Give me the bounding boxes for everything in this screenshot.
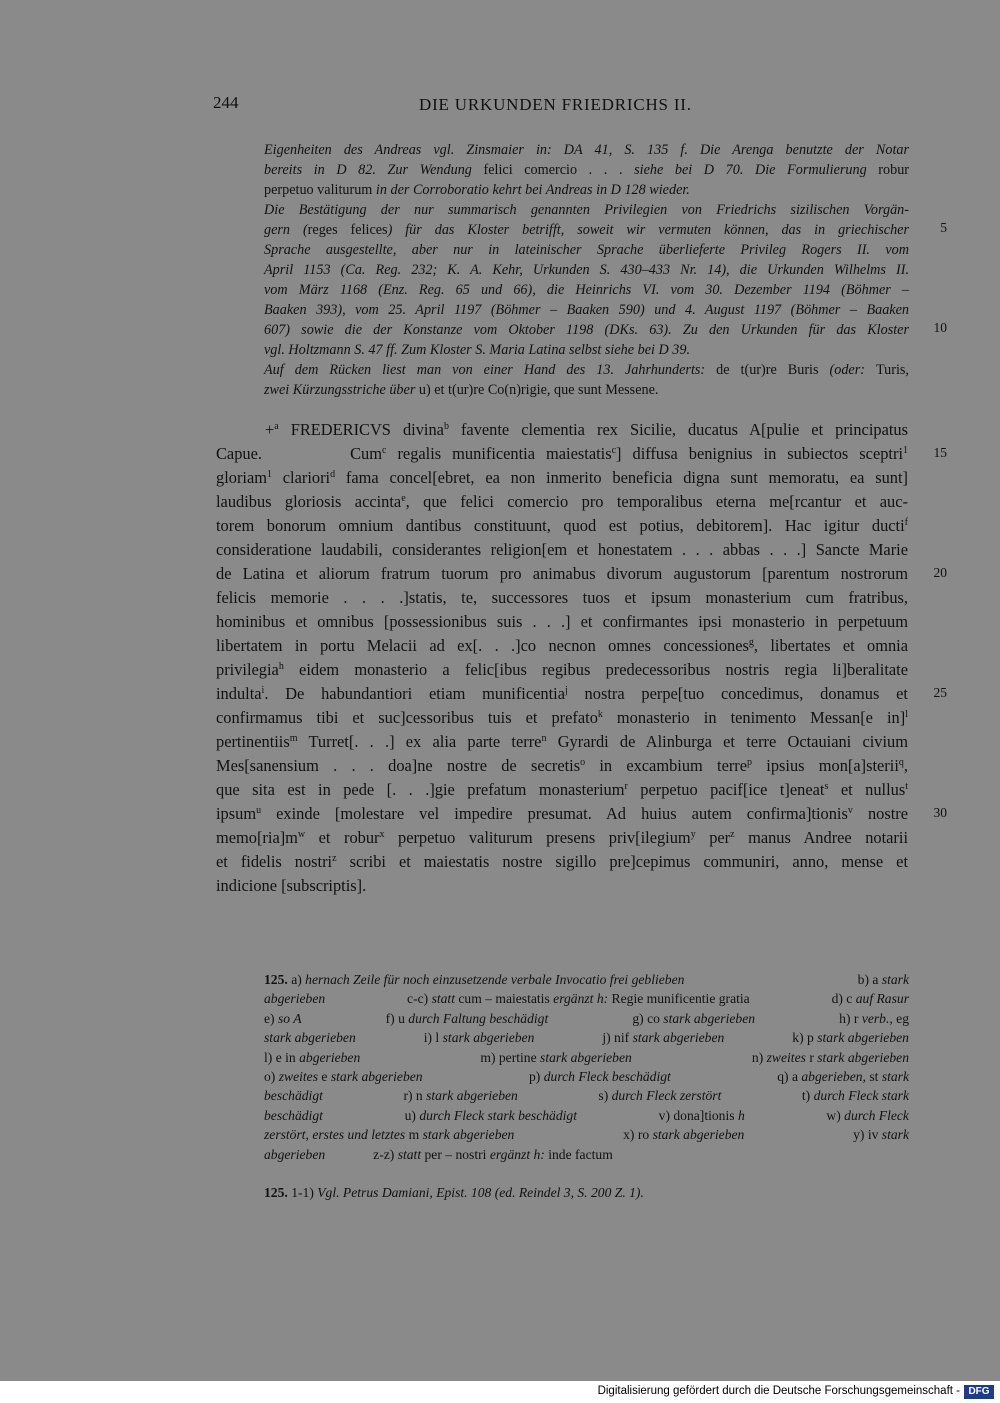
apparatus-text: h: [737, 1107, 745, 1123]
apparatus-text: durch Fleck zerstört: [611, 1088, 722, 1104]
apparatus-entry: [792, 1028, 909, 1047]
footnote-marker: j: [564, 685, 568, 696]
commentary-text: in der Corroboratio kehrt bei Andreas in D 128 wieder.: [372, 182, 690, 198]
commentary-text: (oder:: [818, 362, 876, 378]
charter-text: pertinentiis: [216, 732, 290, 751]
commentary-text: siehe bei D 70. Die Formulierung: [622, 162, 879, 178]
charter-text: consideratione laudabili, considerantes religion[em et honestatem . . . abbas . . .] Sancte Marie: [216, 540, 908, 559]
commentary-text: zwei Kürzungsstriche über: [264, 382, 419, 398]
charter-text: indicione [subscriptis].: [216, 876, 367, 895]
apparatus-text: stark: [881, 972, 909, 987]
footnote-marker: h: [278, 661, 284, 672]
footnote-marker: v: [847, 805, 853, 816]
apparatus-entry: [405, 1106, 577, 1125]
charter-text: gloriam: [216, 468, 267, 487]
charter-text: per: [695, 828, 731, 847]
apparatus-text: l) e in: [264, 1049, 300, 1065]
line-number: 15: [933, 445, 947, 460]
apparatus-text: verb.,: [861, 1010, 893, 1026]
footnote-marker: a: [274, 421, 279, 432]
apparatus-text: abgerieben: [264, 991, 326, 1007]
apparatus-text: Regie munificentie gratia: [608, 991, 750, 1007]
charter-text: Gyrardi de Alinburga et terre Octauiani civium: [546, 732, 908, 751]
apparatus-text: ergänzt h:: [553, 991, 609, 1007]
apparatus-text: n): [751, 1049, 767, 1065]
apparatus-entry: [386, 1009, 549, 1028]
footnote-marker: w: [297, 829, 306, 840]
apparatus-text: stark abgerieben: [426, 1088, 518, 1104]
apparatus-text: durch Fleck stark beschädigt: [419, 1107, 577, 1123]
charter-text: ipsius mon[a]sterii: [752, 756, 899, 775]
apparatus-entry: [264, 970, 684, 989]
apparatus-entry: [264, 1145, 325, 1164]
commentary-text: bereits in D 82. Zur Wendung: [264, 162, 484, 178]
apparatus-text: s): [598, 1088, 612, 1104]
charter-line: [216, 634, 908, 658]
charter-text: clariori: [271, 468, 331, 487]
charter-text: +: [265, 420, 275, 439]
footnote-marker: i: [261, 685, 265, 696]
charter-text: , que felici comercio pro temporalibus eterna me[rcantur et auc-: [405, 492, 908, 511]
apparatus-entry: [264, 989, 325, 1008]
footnote-marker: u: [256, 805, 262, 816]
apparatus-entry: [659, 1106, 745, 1125]
footnote-marker: c: [382, 445, 387, 456]
apparatus-entry: [264, 1048, 360, 1067]
apparatus-line: [264, 1028, 909, 1047]
footnote-marker: 1: [266, 469, 272, 480]
charter-line: [216, 658, 908, 682]
page-number: 244: [213, 93, 239, 112]
charter-line: [216, 874, 908, 898]
apparatus-text: stark: [881, 1069, 909, 1084]
charter-text: de Latina et aliorum fratrum tuorum pro animabus divorum augustorum [parentum nostrorum: [216, 564, 908, 583]
apparatus-text: beschädigt: [264, 1088, 323, 1104]
apparatus-entry: [373, 1145, 613, 1164]
apparatus-text: durch Fleck stark: [813, 1088, 909, 1104]
apparatus-text: m: [405, 1127, 423, 1143]
apparatus-text: r) n: [403, 1088, 427, 1104]
commentary-text: Baaken 393), vom 25. April 1197 (Böhmer – Baaken 590) und 4. August 1197 (Böhmer – Baaken: [264, 302, 909, 318]
commentary-line: [264, 180, 909, 200]
commentary-text: Die Bestätigung der nur summarisch genannten Privilegien von Friedrichs sizilischen Vorgän-: [264, 202, 909, 218]
charter-text: fama concel[ebret, ea non inmerito beneficia digna sunt memoratu, ea sunt]: [335, 468, 909, 487]
footnote-marker: k: [597, 709, 603, 720]
commentary-text: ) für das Kloster betrifft, soweit wir vermuten können, das in griechischer: [387, 222, 909, 238]
charter-text: felicis memorie . . . .]statis, te, successores tuos et ipsum monasterium cum fratribus,: [216, 588, 908, 607]
apparatus-text: durch Fleck: [844, 1107, 909, 1123]
apparatus-text: o): [264, 1069, 279, 1084]
commentary-line: [264, 240, 909, 260]
charter-text: Turret[. . .] ex alia parte terre: [297, 732, 542, 751]
charter-text: perpetuo valiturum presens priv[ilegium: [384, 828, 691, 847]
apparatus-text: zerstört, erstes und letztes: [264, 1127, 406, 1143]
charter-line: [216, 802, 908, 826]
charter-line: [216, 778, 908, 802]
apparatus-text: st: [865, 1069, 882, 1084]
apparatus-text: hernach Zeile für noch einzusetzende verbale Invocatio frei geblieben: [305, 972, 685, 987]
apparatus-text: i) l: [423, 1030, 443, 1046]
apparatus-text: abgerieben: [264, 1146, 326, 1162]
footnote-marker: l: [905, 709, 908, 720]
apparatus-entry: [853, 1125, 909, 1144]
charter-text: confirmamus tibi et suc]cessoribus tuis et prefato: [216, 708, 598, 727]
charter-line: [216, 682, 908, 706]
charter-text: privilegia: [216, 660, 279, 679]
charter-line: [216, 730, 908, 754]
apparatus-text: stark abgerieben: [663, 1010, 756, 1026]
commentary-text: vgl. Holtzmann S. 47 ff. Zum Kloster S. Maria Latina selbst siehe bei D 39.: [264, 342, 691, 358]
footnote-marker: n: [541, 733, 547, 744]
apparatus-entry: [264, 1086, 323, 1105]
apparatus-entry: [264, 1009, 302, 1028]
commentary-line: [264, 340, 909, 360]
apparatus-entry: [777, 1067, 909, 1086]
apparatus-text: per – nostri: [421, 1146, 490, 1162]
apparatus-entry: [826, 1106, 909, 1125]
apparatus-entry: [623, 1125, 744, 1144]
apparatus-entry: [407, 989, 750, 1008]
commentary-text: felici comercio . . .: [483, 162, 623, 178]
charter-text: . De habundantiori etiam munificentia: [264, 684, 565, 703]
apparatus-text: k) p: [792, 1030, 818, 1046]
commentary-line: [264, 200, 909, 220]
apparatus-entry: [858, 970, 909, 989]
charter-text: manus Andree notarii: [734, 828, 908, 847]
commentary-line: [264, 380, 909, 400]
commentary-line: [264, 280, 909, 300]
apparatus-text: zweites: [278, 1069, 319, 1084]
line-number: 30: [933, 805, 947, 820]
apparatus-text: durch Faltung beschädigt: [408, 1010, 549, 1026]
charter-line: [216, 706, 908, 730]
charter-line: [216, 538, 908, 562]
footnote-marker: c: [611, 445, 617, 456]
charter-text: nostre: [852, 804, 908, 823]
charter-text: Capue. Cum: [216, 444, 382, 463]
apparatus-entry: [832, 989, 909, 1008]
apparatus-text: stark abgerieben: [817, 1030, 909, 1046]
commentary-line: [264, 360, 909, 380]
footnote-marker: z: [730, 829, 735, 840]
charter-text: scribi et maiestatis nostre sigillo pre]cepimus communiri, anno, mense et: [336, 852, 909, 871]
apparatus-text: r: [805, 1049, 818, 1065]
apparatus-entry: [839, 1009, 909, 1028]
commentary-text: vom März 1168 (Enz. Reg. 65 und 66), die Heinrichs VI. vom 30. Dezember 1194 (Böhmer –: [264, 282, 909, 298]
commentary-text: 607) sowie die der Konstanze vom Oktober 1198 (DKs. 63). Zu den Urkunden für das Kloster: [264, 322, 909, 338]
apparatus-text: z-z): [373, 1146, 398, 1162]
apparatus-entry: [632, 1009, 755, 1028]
apparatus-line: [264, 989, 909, 1008]
apparatus-entry: [403, 1086, 517, 1105]
apparatus-text: d) c: [831, 991, 856, 1007]
apparatus-line: [264, 1067, 909, 1086]
apparatus-entry: [602, 1028, 724, 1047]
charter-text: ,: [903, 756, 908, 775]
apparatus-entry: [264, 1106, 323, 1125]
apparatus-text: 125.: [264, 972, 288, 987]
charter-text: regalis munificentia maiestatis: [386, 444, 612, 463]
apparatus-text: e): [264, 1010, 278, 1026]
apparatus-line: [264, 1009, 909, 1028]
apparatus-entry: [802, 1086, 909, 1105]
charter-line: [216, 466, 908, 490]
apparatus-text: stark abgerieben: [422, 1127, 515, 1143]
charter-text: et nullus: [828, 780, 906, 799]
apparatus-line: [264, 970, 909, 989]
apparatus-text: stark abgerieben: [330, 1069, 423, 1084]
footer-text: Digitalisierung gefördert durch die Deutsche Forschungsgemeinschaft -: [597, 1385, 960, 1397]
line-number: 25: [933, 685, 947, 700]
charter-text: FREDERICVS divina: [278, 420, 444, 439]
apparatus-text: statt: [397, 1146, 422, 1162]
apparatus-text: cum – maiestatis: [454, 991, 554, 1007]
footnote-marker: r: [624, 781, 628, 792]
apparatus-text: a): [287, 972, 306, 987]
apparatus-text: x) ro: [623, 1127, 653, 1143]
charter-line: [216, 754, 908, 778]
apparatus-text: e: [318, 1069, 331, 1084]
commentary-text: reges felices: [307, 222, 388, 238]
commentary-text: de t(ur)re Buris: [716, 362, 819, 378]
apparatus-text: v) dona]tionis: [658, 1107, 738, 1123]
line-number: 5: [940, 220, 947, 235]
footnote-marker: 1: [903, 445, 908, 456]
source-note-text: 1-1): [287, 1185, 318, 1200]
apparatus-line: [264, 1048, 909, 1067]
footnote-marker: x: [379, 829, 385, 840]
apparatus-text: u): [404, 1107, 420, 1123]
apparatus-entry: [424, 1028, 535, 1047]
apparatus-text: stark abgerieben: [540, 1049, 632, 1065]
footnote-marker: b: [443, 421, 449, 432]
apparatus-text: inde factum: [544, 1146, 613, 1162]
charter-line: [216, 562, 908, 586]
commentary-text: Turis,: [875, 362, 909, 378]
footnote-marker: y: [690, 829, 696, 840]
apparatus-text: ergänzt h:: [489, 1146, 545, 1162]
apparatus-entry: [264, 1067, 423, 1086]
apparatus-text: stark abgerieben: [652, 1127, 745, 1143]
apparatus-text: stark: [881, 1127, 909, 1143]
running-title: DIE URKUNDEN FRIEDRICHS II.: [419, 95, 692, 114]
apparatus-text: durch Fleck beschädigt: [543, 1069, 671, 1084]
apparatus-text: q) a: [777, 1069, 802, 1084]
apparatus-text: eg: [892, 1010, 909, 1026]
footnote-marker: s: [824, 781, 829, 792]
line-number: 10: [933, 320, 947, 335]
charter-line: [216, 850, 908, 874]
charter-text: monasterio in tenimento Messan[e in]: [602, 708, 906, 727]
apparatus-text: so A: [277, 1010, 302, 1026]
commentary-line: [264, 160, 909, 180]
apparatus-text: zweites: [766, 1049, 806, 1065]
apparatus-text: c-c): [407, 991, 432, 1007]
commentary-text: u) et t(ur)re Co(n)rigie, que sunt Messene.: [418, 382, 659, 398]
charter-text: torem bonorum omnium dantibus constituunt, quod est potius, debitorem]. Hac igitur ducti: [216, 516, 905, 535]
footnote-marker: f: [904, 517, 908, 528]
charter-line: [216, 826, 908, 850]
apparatus-text: b) a: [857, 972, 882, 987]
line-number: 20: [933, 565, 947, 580]
apparatus-text: j) nif: [602, 1030, 633, 1046]
charter-text: ] diffusa benignius in subiectos sceptri: [616, 444, 903, 463]
apparatus-text: stark abgerieben: [442, 1030, 535, 1046]
charter-text: indulta: [216, 684, 262, 703]
commentary-line: [264, 220, 909, 240]
commentary-text: gern (: [264, 222, 308, 238]
apparatus-text: abgerieben,: [801, 1069, 866, 1084]
apparatus-text: t): [801, 1088, 814, 1104]
charter-line: [216, 586, 908, 610]
apparatus-text: statt: [431, 991, 455, 1007]
apparatus-text: f) u: [385, 1010, 409, 1026]
commentary-line: [264, 300, 909, 320]
charter-text: eidem monasterio a felic[ibus regibus predecessoribus nostris regia li]beralitate: [283, 660, 908, 679]
commentary-text: robur: [878, 162, 910, 178]
apparatus-line: [264, 1106, 909, 1125]
source-note: [264, 1183, 644, 1202]
footnote-marker: d: [330, 469, 336, 480]
charter-text: perpetuo pacif[ice t]eneat: [627, 780, 825, 799]
apparatus-text: stark abgerieben: [264, 1030, 356, 1046]
apparatus-text: auf Rasur: [855, 991, 909, 1007]
dfg-logo: DFG: [964, 1385, 994, 1399]
footnote-marker: p: [747, 757, 753, 768]
charter-text: favente clementia rex Sicilie, ducatus A[pulie et principatus: [448, 420, 908, 439]
charter-line: [265, 418, 908, 442]
footnote-marker: m: [289, 733, 298, 744]
commentary-text: April 1153 (Ca. Reg. 232; K. A. Kehr, Urkunden S. 430–433 Nr. 14), die Urkunden Wilhelms II.: [264, 262, 909, 278]
footnote-marker: t: [905, 781, 908, 792]
apparatus-entry: [264, 1028, 356, 1047]
footnote-marker: g: [748, 637, 754, 648]
apparatus-entry: [598, 1086, 721, 1105]
apparatus-text: abgerieben: [299, 1049, 361, 1065]
apparatus-text: y) iv: [853, 1127, 882, 1143]
footnote-marker: o: [580, 757, 586, 768]
charter-text: et robur: [305, 828, 380, 847]
apparatus-line: [264, 1086, 909, 1105]
charter-line: [216, 610, 908, 634]
footnote-marker: z: [332, 853, 337, 864]
apparatus-entry: [529, 1067, 671, 1086]
apparatus-text: beschädigt: [264, 1107, 323, 1123]
charter-line: [216, 442, 908, 466]
source-note-text: Vgl. Petrus Damiani, Epist. 108 (ed. Reindel 3, S. 200 Z. 1).: [317, 1185, 644, 1200]
commentary-text: perpetuo valiturum: [264, 182, 373, 198]
apparatus-entry: [752, 1048, 909, 1067]
charter-text: memo[ria]m: [216, 828, 298, 847]
charter-line: [216, 514, 908, 538]
commentary-text: Eigenheiten des Andreas vgl. Zinsmaier in: DA 41, S. 135 f. Die Arenga benutzte der Notar: [264, 142, 909, 158]
charter-text: ipsum: [216, 804, 257, 823]
source-note-text: 125.: [264, 1185, 288, 1200]
apparatus-line: [264, 1145, 909, 1164]
apparatus-entry: [480, 1048, 631, 1067]
commentary-text: Auf dem Rücken liest man von einer Hand des 13. Jahrhunderts:: [264, 362, 717, 378]
apparatus-text: g) co: [632, 1010, 664, 1026]
charter-line: [216, 490, 908, 514]
apparatus-text: h) r: [839, 1010, 862, 1026]
charter-text: exinde [molestare vel impedire presumat. Ad huius autem confirma]tionis: [261, 804, 848, 823]
apparatus-line: [264, 1125, 909, 1144]
apparatus-text: p): [529, 1069, 544, 1084]
charter-text: nostra perpe[tuo concedimus, donamus et: [567, 684, 908, 703]
charter-text: libertatem in portu Melacii ad ex[. . .]co necnon omnes concessiones: [216, 636, 749, 655]
apparatus-text: stark abgerieben: [632, 1030, 725, 1046]
commentary-line: [264, 140, 909, 160]
charter-text: que sita est in pede [. . .]gie prefatum monasterium: [216, 780, 625, 799]
commentary-line: [264, 320, 909, 340]
charter-text: in excambium terre: [585, 756, 748, 775]
apparatus-entry: [264, 1125, 514, 1144]
charter-text: , libertates et omnia: [753, 636, 908, 655]
footnote-marker: e: [401, 493, 406, 504]
charter-text: et fidelis nostri: [216, 852, 333, 871]
charter-text: hominibus et omnibus [possessionibus suis . . .] et confirmantes ipsi monasterio in perpetuum: [216, 612, 908, 631]
charter-text: Mes[sanensium . . . doa]ne nostre de secretis: [216, 756, 581, 775]
footnote-marker: q: [898, 757, 904, 768]
apparatus-text: w): [826, 1107, 845, 1123]
commentary-text: Sprache ausgestellte, aber nur in lateinischer Sprache überlieferte Privileg Rogers II. vom: [264, 242, 909, 258]
apparatus-text: m) pertine: [480, 1049, 541, 1065]
apparatus-text: stark abgerieben: [817, 1049, 909, 1065]
commentary-line: [264, 260, 909, 280]
charter-text: laudibus gloriosis accinta: [216, 492, 402, 511]
